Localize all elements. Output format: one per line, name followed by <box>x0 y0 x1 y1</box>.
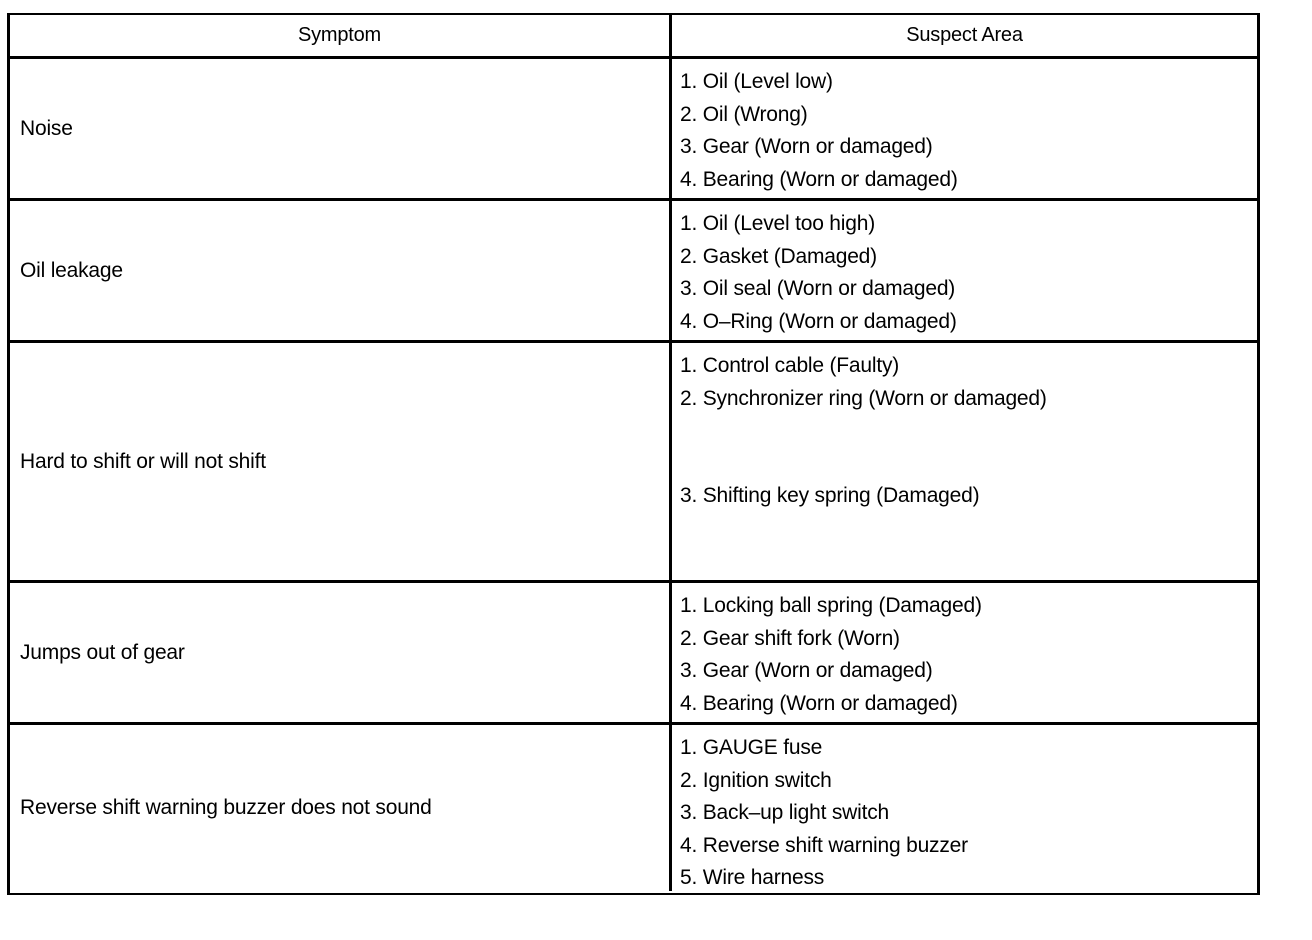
suspect-item: 3. Oil seal (Worn or damaged) <box>680 277 956 301</box>
suspect-area-cell <box>672 583 1257 722</box>
symptom-cell: Oil leakage <box>10 201 672 340</box>
suspect-item: 3. Back–up light switch <box>680 801 890 825</box>
troubleshooting-table <box>7 13 1260 895</box>
suspect-item: 3. Gear (Worn or damaged) <box>680 135 933 159</box>
suspect-area-cell <box>672 343 1257 580</box>
table-row-hard-to-shift <box>10 343 1257 583</box>
symptom-cell: Jumps out of gear <box>10 583 672 722</box>
header-suspect-area: Suspect Area <box>906 24 1023 46</box>
suspect-item: 2. Synchronizer ring (Worn or damaged) <box>680 386 1047 410</box>
suspect-item: 1. GAUGE fuse <box>680 736 823 759</box>
suspect-item: 3. Gear (Worn or damaged) <box>680 659 933 683</box>
table-row-reverse-buzzer <box>10 725 1257 891</box>
suspect-item: 1. Oil (Level too high) <box>680 212 876 235</box>
table-row-oil-leakage <box>10 201 1257 343</box>
suspect-item: 4. Bearing (Worn or damaged) <box>680 691 958 715</box>
symptom-cell: Noise <box>10 59 672 198</box>
suspect-item: 2. Gasket (Damaged) <box>680 244 877 268</box>
spacer <box>680 415 1257 480</box>
symptom-cell: Hard to shift or will not shift <box>10 343 672 580</box>
symptom-cell: Reverse shift warning buzzer does not sound <box>10 725 672 891</box>
suspect-item: 1. Locking ball spring (Damaged) <box>680 594 982 617</box>
suspect-item: 4. Reverse shift warning buzzer <box>680 833 968 857</box>
suspect-item: 1. Oil (Level low) <box>680 70 833 93</box>
table-header-row <box>10 15 1257 59</box>
suspect-item: 2. Ignition switch <box>680 768 832 792</box>
suspect-area-cell <box>672 59 1257 198</box>
suspect-area-cell <box>672 725 1257 891</box>
header-symptom: Symptom <box>10 15 672 56</box>
table-row-jumps-out-of-gear <box>10 583 1257 725</box>
suspect-area-cell <box>672 201 1257 340</box>
suspect-item: 1. Control cable (Faulty) <box>680 354 900 377</box>
suspect-item: 5. Wire harness <box>680 866 825 890</box>
suspect-item: 3. Shifting key spring (Damaged) <box>680 484 980 508</box>
suspect-item: 4. Bearing (Worn or damaged) <box>680 167 958 191</box>
table-row-noise <box>10 59 1257 201</box>
suspect-item: 2. Oil (Wrong) <box>680 102 808 126</box>
suspect-item: 2. Gear shift fork (Worn) <box>680 626 900 650</box>
suspect-item: 4. O–Ring (Worn or damaged) <box>680 309 957 333</box>
